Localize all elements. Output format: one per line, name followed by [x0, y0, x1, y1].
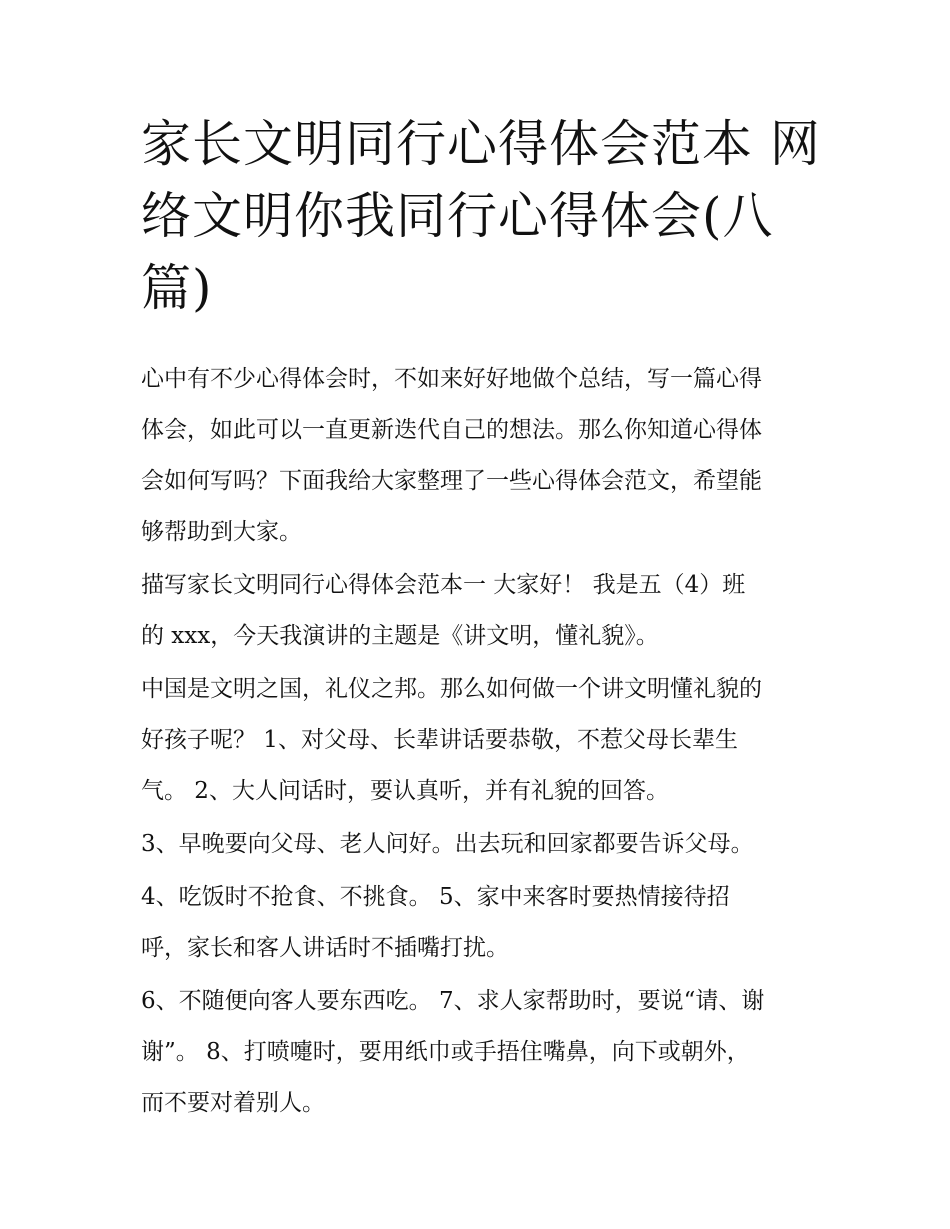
text-line: 呼，家长和客人讲话时不插嘴打扰。: [141, 935, 509, 961]
paragraph-rules-4-5: [141, 872, 821, 974]
text-line: 好孩子呢？ 1、对父母、长辈讲话要恭敬，不惹父母长辈生: [141, 727, 738, 753]
title-line: 家长文明同行心得体会范本 网: [141, 115, 821, 173]
paragraph-rules-6-8: [141, 976, 821, 1129]
text-line: 6、不随便向客人要东西吃。 7、求人家帮助时，要说“请、谢: [141, 988, 765, 1014]
text-line: 3、早晚要向父母、老人问好。出去玩和回家都要告诉父母。: [141, 831, 754, 857]
text-line: 够帮助到大家。: [141, 519, 302, 545]
document-title: [141, 108, 821, 324]
title-line: 篇): [141, 259, 213, 317]
text-line: 谢”。 8、打喷嚏时，要用纸巾或手捂住嘴鼻，向下或朝外，: [141, 1039, 750, 1065]
document-body: [141, 354, 821, 1131]
paragraph-intro: [141, 354, 821, 558]
paragraph-greeting: [141, 560, 821, 662]
text-line: 的 xxx，今天我演讲的主题是《讲文明，懂礼貌》。: [141, 623, 659, 649]
paragraph-rules-1-2: [141, 664, 821, 817]
text-line: 心中有不少心得体会时，不如来好好地做个总结，写一篇心得: [141, 366, 762, 392]
text-line: 4、吃饭时不抢食、不挑食。 5、家中来客时要热情接待招: [141, 884, 730, 910]
title-line: 络文明你我同行心得体会(八: [141, 187, 774, 245]
text-line: 气。 2、大人问话时，要认真听，并有礼貌的回答。: [141, 778, 669, 804]
text-line: 会如何写吗？下面我给大家整理了一些心得体会范文，希望能: [141, 468, 762, 494]
text-line: 中国是文明之国，礼仪之邦。那么如何做一个讲文明懂礼貌的: [141, 676, 762, 702]
text-line: 描写家长文明同行心得体会范本一 大家好！ 我是五（4）班: [141, 572, 746, 598]
paragraph-rule-3: [141, 819, 821, 870]
text-line: 体会，如此可以一直更新迭代自己的想法。那么你知道心得体: [141, 417, 762, 443]
text-line: 而不要对着别人。: [141, 1090, 325, 1116]
